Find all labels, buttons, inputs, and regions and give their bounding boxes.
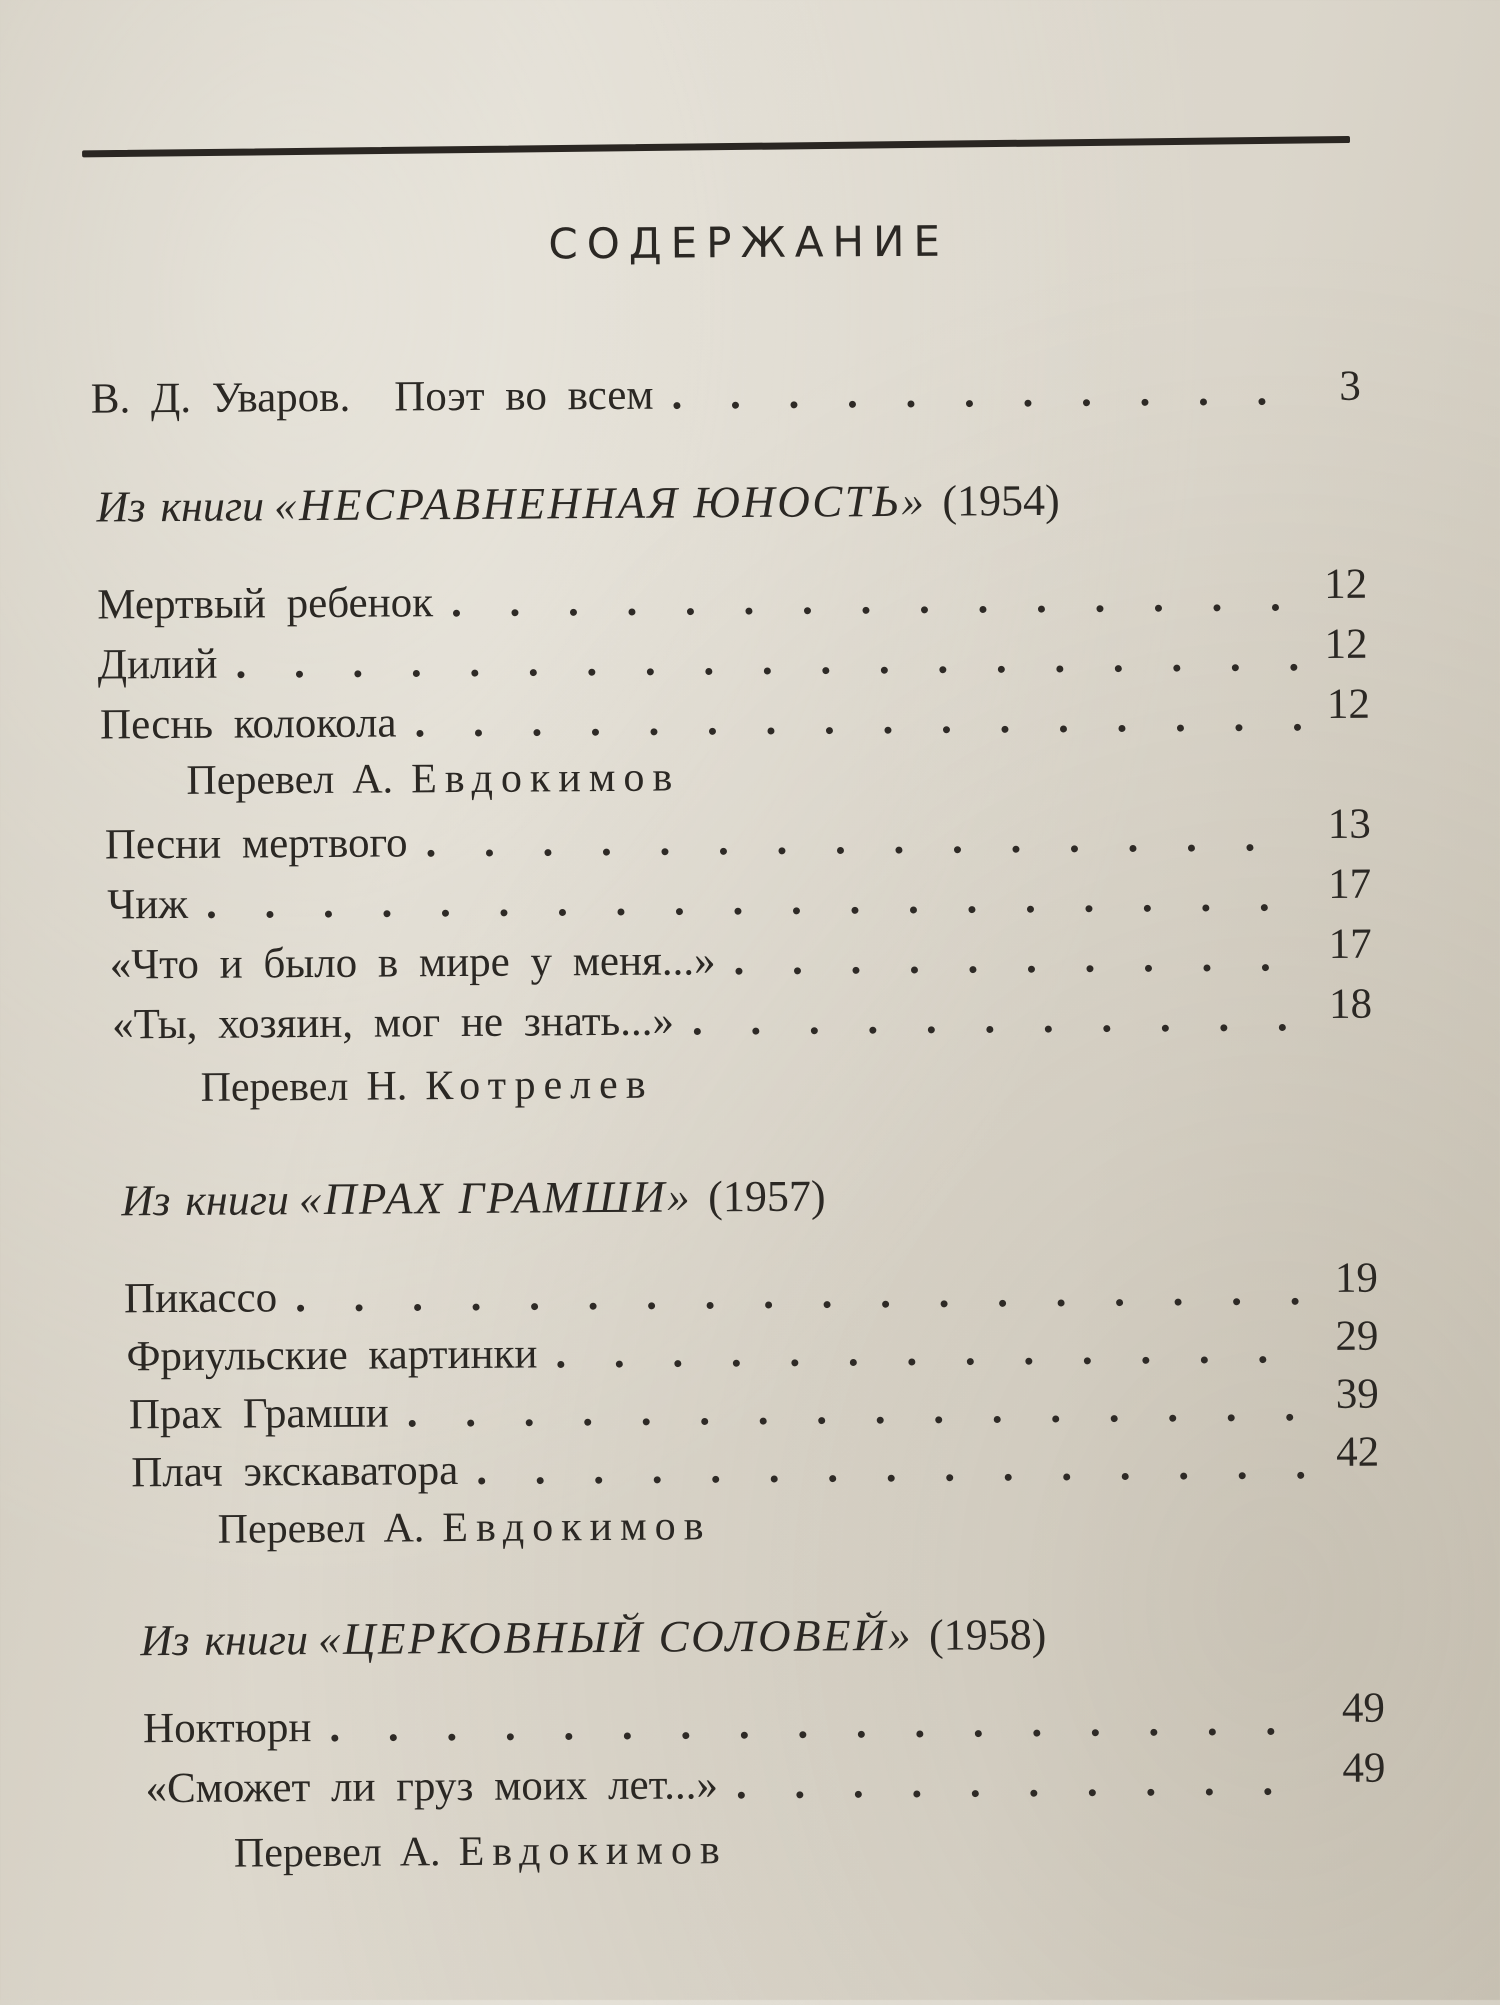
translator-credit xyxy=(200,1061,653,1112)
entry-title: «Ты, хозяин, мог не знать...» xyxy=(111,997,675,1049)
dot-leader xyxy=(425,812,1305,867)
toc-entry xyxy=(111,980,1373,1050)
toc-entry xyxy=(97,560,1368,630)
dot-leader xyxy=(671,366,1295,419)
translator-name: Евдокимов xyxy=(410,754,681,803)
toc-entry xyxy=(99,680,1371,750)
top-rule xyxy=(82,136,1350,157)
toc-entry xyxy=(107,860,1372,930)
book-title: «НЕСРАВНЕННАЯ ЮНОСТЬ» xyxy=(273,475,927,531)
section-prefix: Из книги xyxy=(121,1175,290,1226)
page-number: 3 xyxy=(1339,362,1361,410)
dot-leader xyxy=(555,1324,1312,1378)
book-title: «ПРАХ ГРАМШИ» xyxy=(298,1171,693,1225)
dot-leader xyxy=(329,1696,1319,1752)
translator-initial: А. xyxy=(399,1829,441,1876)
entry-title: Плач экскаватора xyxy=(131,1447,459,1497)
dot-leader xyxy=(235,632,1301,688)
toc-entry xyxy=(109,920,1372,990)
page-number: 49 xyxy=(1342,1744,1386,1792)
translator-name: Евдокимов xyxy=(442,1503,712,1552)
toc-entry xyxy=(131,1428,1380,1498)
dot-leader xyxy=(692,992,1307,1045)
toc-entry-intro xyxy=(90,362,1361,424)
page-number: 18 xyxy=(1328,980,1373,1028)
toc-entry xyxy=(126,1312,1379,1382)
entry-title: Дилий xyxy=(97,640,218,689)
toc-entry xyxy=(104,800,1371,870)
book-title: «ЦЕРКОВНЫЙ СОЛОВЕЙ» xyxy=(317,1609,914,1665)
page-number: 17 xyxy=(1328,860,1372,908)
page-number: 17 xyxy=(1328,920,1372,968)
dot-leader xyxy=(206,872,1306,929)
translator-name: Евдокимов xyxy=(458,1827,728,1876)
translator-credit xyxy=(234,1826,728,1877)
entry-title: Песнь колокола xyxy=(99,699,397,749)
toc-entry xyxy=(128,1370,1379,1440)
translator-label: Перевел xyxy=(217,1505,366,1553)
page-number: 12 xyxy=(1324,620,1368,668)
page-number: 12 xyxy=(1323,560,1368,608)
translator-label: Перевел xyxy=(233,1829,382,1877)
page-number: 39 xyxy=(1335,1370,1379,1418)
entry-title: «Что и было в мире у меня...» xyxy=(109,937,716,989)
translator-name: Котрелев xyxy=(425,1061,654,1110)
section-heading-1 xyxy=(96,474,1060,533)
translator-label: Перевел xyxy=(200,1063,349,1111)
entry-title: Мертвый ребенок xyxy=(97,579,434,629)
section-prefix: Из книги xyxy=(140,1615,309,1666)
page-number: 12 xyxy=(1326,680,1371,728)
intro-title: Поэт во всем xyxy=(394,371,654,421)
section-prefix: Из книги xyxy=(96,481,265,532)
translator-credit xyxy=(218,1502,712,1553)
dot-leader xyxy=(295,1266,1312,1322)
book-year: (1958) xyxy=(928,1609,1047,1660)
translator-credit xyxy=(186,753,680,804)
book-year: (1954) xyxy=(942,475,1060,526)
page-title: СОДЕРЖАНИЕ xyxy=(548,216,950,269)
entry-title: Прах Грамши xyxy=(128,1389,390,1439)
entry-title: Ноктюрн xyxy=(142,1704,312,1753)
page-number: 29 xyxy=(1335,1312,1379,1360)
toc-entry xyxy=(97,620,1368,690)
translator-initial: А. xyxy=(352,756,394,803)
dot-leader xyxy=(736,1756,1320,1809)
toc-entry xyxy=(142,1684,1386,1754)
translator-label: Перевел xyxy=(186,756,335,804)
toc-entry xyxy=(123,1254,1379,1324)
page-number: 19 xyxy=(1334,1254,1379,1302)
page-number: 42 xyxy=(1336,1428,1380,1476)
book-year: (1957) xyxy=(708,1171,826,1222)
dot-leader xyxy=(733,932,1305,985)
entry-title: «Сможет ли груз моих лет...» xyxy=(145,1761,719,1813)
translator-initial: Н. xyxy=(366,1063,408,1110)
intro-author: В. Д. Уваров. xyxy=(90,373,351,423)
toc-entry xyxy=(145,1744,1386,1814)
page-number: 49 xyxy=(1341,1684,1386,1732)
entry-title: Чиж xyxy=(107,880,189,929)
translator-initial: А. xyxy=(383,1505,425,1552)
dot-leader xyxy=(414,692,1304,747)
section-heading-2 xyxy=(121,1169,825,1226)
dot-leader xyxy=(476,1440,1313,1495)
dot-leader xyxy=(451,572,1301,627)
entry-title: Пикассо xyxy=(123,1274,278,1323)
page-number: 13 xyxy=(1327,800,1371,848)
dot-leader xyxy=(407,1382,1313,1437)
section-heading-3 xyxy=(140,1608,1046,1666)
entry-title: Фриульские картинки xyxy=(126,1330,538,1381)
entry-title: Песни мертвого xyxy=(104,819,408,869)
